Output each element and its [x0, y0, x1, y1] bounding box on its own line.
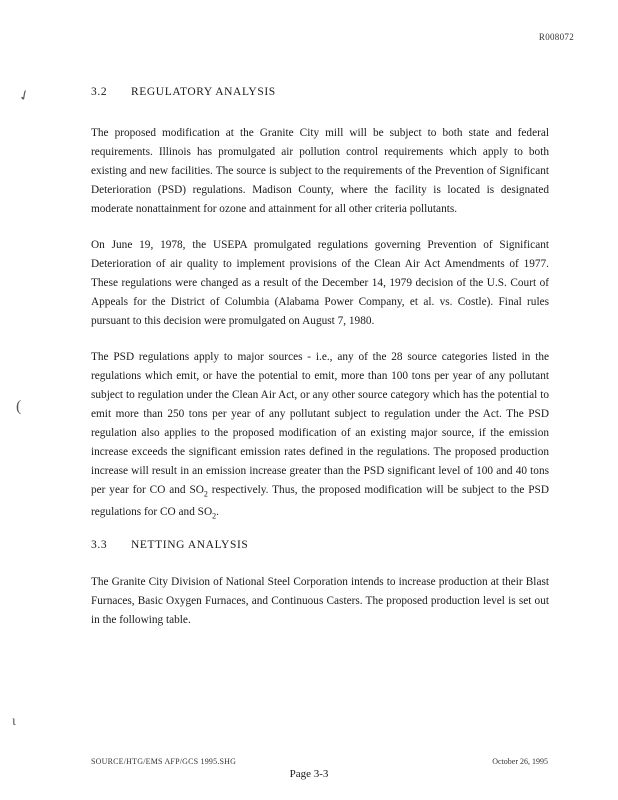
- document-id: R008072: [538, 32, 574, 42]
- section-number: 3.3: [91, 539, 108, 551]
- footer-file-reference: SOURCE/HTG/EMS AFP/GCS 1995.SHG: [91, 757, 237, 766]
- section-title: REGULATORY ANALYSIS: [131, 86, 276, 98]
- handwritten-tick-icon: ɩ: [12, 714, 16, 729]
- paragraph: On June 19, 1978, the USEPA promulgated regulations governing Prevention of Significant Deterioration of air quality to implement provisions of the Clean Air Act Amendments of 1977. These regulations were changed as a result of the December 14, 1979 decision of the U.S. Court of Appeals for the District of Columbia (Alabama Power Company, et al. vs. Costle). Final rules pursuant to this decision were promulgated on August 7, 1980.: [91, 239, 549, 327]
- section-title: NETTING ANALYSIS: [131, 539, 249, 551]
- paragraph: The Granite City Division of National Steel Corporation intends to increase production at their Blast Furnaces, Basic Oxygen Furnaces, and Continuous Casters. The proposed production level is set out in the following table.: [91, 576, 549, 626]
- page-number: Page 3-3: [289, 768, 329, 780]
- handwritten-bracket-icon: (: [16, 398, 22, 415]
- paragraph: The proposed modification at the Granite City mill will be subject to both state and federal requirements. Illinois has promulgated air pollution control requirements which apply to both existing and new facilities. The source is subject to the requirements of the Prevention of Significant Deterioration (PSD) regulations. Madison County, where the facility is located is designated moderate nonattainment for ozone and attainment for all other criteria pollutants.: [91, 127, 549, 215]
- section-heading-netting-analysis: [91, 539, 541, 551]
- section-heading-regulatory-analysis: [91, 86, 541, 98]
- paragraph-psd-applicability: The PSD regulations apply to major sources - i.e., any of the 28 source categories listed in the regulations which emit, or have the potential to emit, more than 100 tons per year of any pollutant subject to regulation under the Clean Air Act, or any other source category which has the potential to emit more than 250 tons per year of any pollutant subject to regulation under the Act. The PSD regulation also applies to the proposed modification of an existing major source, if the emission increase exceeds the significant emission rates defined in the regulations. The proposed production increase will result in an emission increase greater than the PSD significant level of 100 and 40 tons per year for CO and $SO_2$ respectively. Thus, the proposed modification will be subject to the PSD regulations for CO and $SO_2$.: [91, 351, 550, 521]
- footer-date: October 26, 1995: [492, 757, 548, 766]
- section-number: 3.2: [91, 86, 108, 98]
- handwritten-check-icon: ✓: [16, 87, 34, 106]
